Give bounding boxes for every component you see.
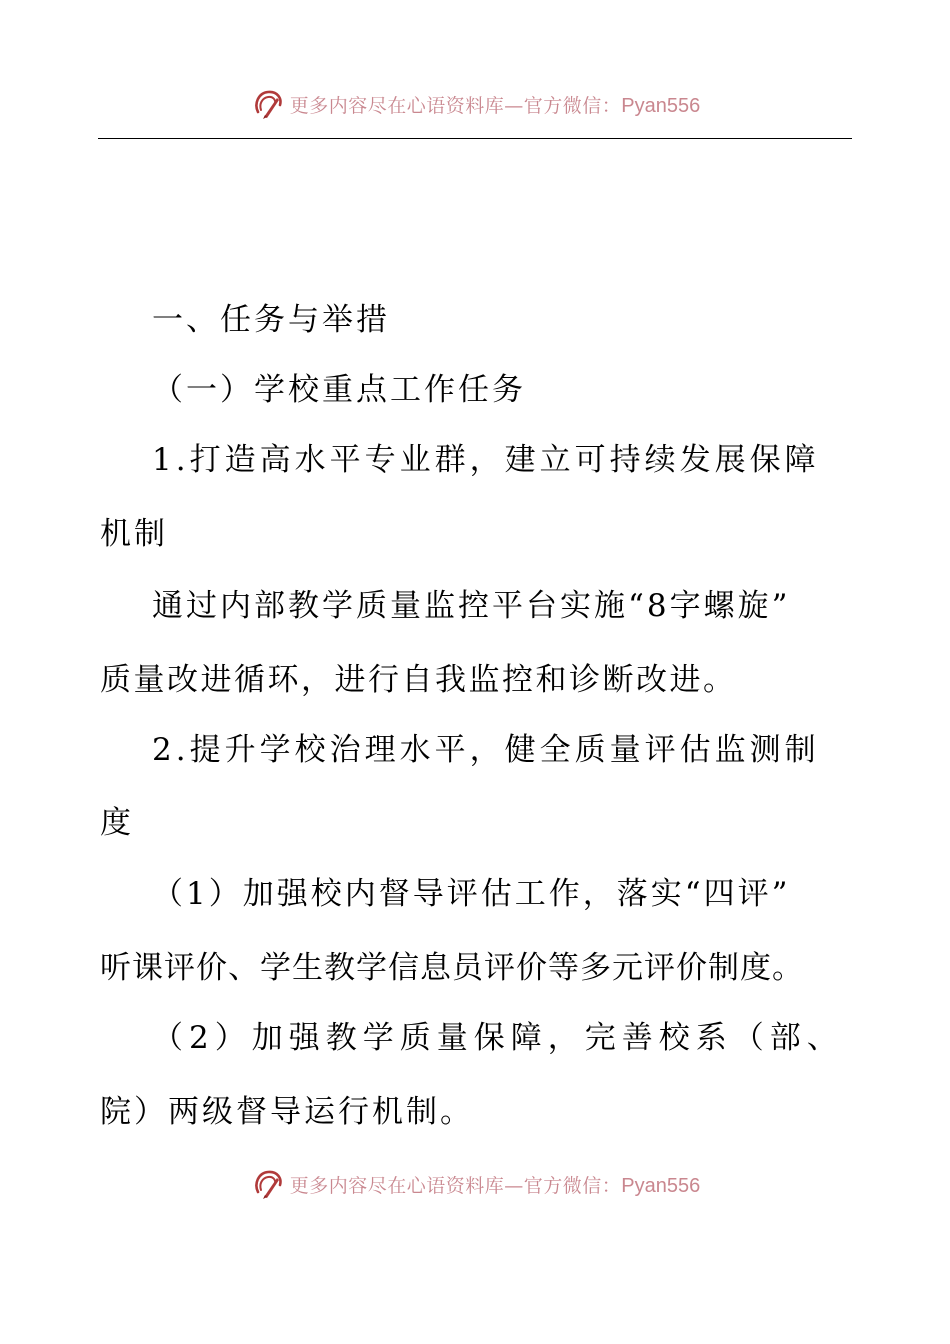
watermark-handle: Pyan556 [621, 1174, 701, 1197]
watermark-text: 更多内容尽在心语资料库—官方微信： [289, 94, 622, 117]
watermark-handle: Pyan556 [621, 94, 701, 117]
footer-watermark [0, 1162, 950, 1206]
section-heading: 一、任务与举措 [152, 302, 390, 338]
item1-heading-line2: 机制 [100, 516, 168, 552]
subsection-heading: （一）学校重点工作任务 [152, 372, 526, 408]
item1-body-line2: 质量改进循环，进行自我监控和诊断改进。 [100, 662, 737, 698]
item1-heading-line1: 1.打造高水平专业群，建立可持续发展保障 [152, 442, 820, 478]
item2-point2-line1: （2）加强教学质量保障，完善校系（部、 [152, 1020, 844, 1056]
item2-point1-line2: 听课评价、学生教学信息员评价等多元评价制度。 [100, 950, 804, 986]
watermark-text: 更多内容尽在心语资料库—官方微信： [289, 1174, 622, 1197]
item1-body-line1: 通过内部教学质量监控平台实施“8字螺旋” [152, 588, 791, 624]
header-watermark [0, 82, 950, 126]
header-divider [98, 138, 852, 139]
quill-swirl-logo-icon [250, 86, 286, 122]
quill-swirl-logo-icon [250, 1166, 286, 1202]
item2-point1-line1: （1）加强校内督导评估工作，落实“四评” [152, 876, 791, 912]
item2-heading-line2: 度 [100, 805, 134, 841]
item2-heading-line1: 2.提升学校治理水平，健全质量评估监测制 [152, 732, 820, 768]
item2-point2-line2: 院）两级督导运行机制。 [100, 1094, 474, 1130]
